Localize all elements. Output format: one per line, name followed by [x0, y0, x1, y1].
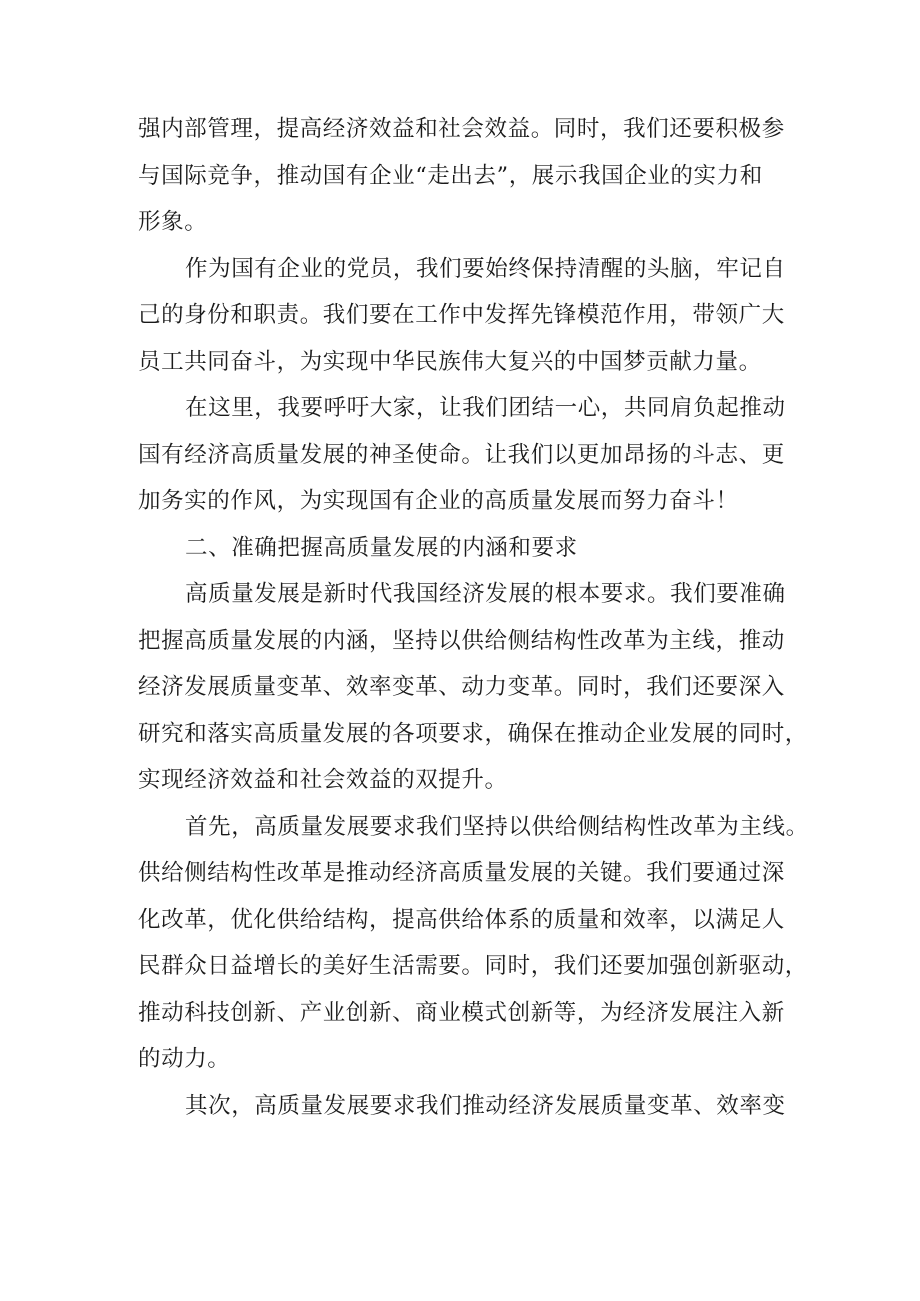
text-line: 供给侧结构性改革是推动经济高质量发展的关键。我们要通过深 [138, 860, 785, 886]
text-line: 己的身份和职责。我们要在工作中发挥先锋模范作用，带领广大 [138, 302, 785, 328]
text-line: 员工共同奋斗，为实现中华民族伟大复兴的中国梦贡献力量。 [138, 348, 762, 375]
text-line: 经济发展质量变革、效率变革、动力变革。同时，我们还要深入 [138, 674, 785, 700]
text-line: 首先，高质量发展要求我们坚持以供给侧结构性改革为主线。 [185, 813, 809, 840]
text-line: 推动科技创新、产业创新、商业模式创新等，为经济发展注入新 [138, 999, 785, 1026]
paragraph-first-point [138, 804, 809, 1083]
text-line: 其次，高质量发展要求我们推动经济发展质量变革、效率变 [185, 1092, 786, 1119]
heading-text: 二、准确把握高质量发展的内涵和要求 [185, 534, 578, 561]
paragraph-call-to-action [138, 385, 788, 525]
text-line: 化改革，优化供给结构，提高供给体系的质量和效率，以满足人 [138, 906, 785, 933]
text-line: 形象。 [138, 209, 208, 235]
document-body [138, 106, 809, 1129]
paragraph-second-point [138, 1083, 788, 1130]
text-line: 作为国有企业的党员，我们要始终保持清醒的头脑，牢记自 [185, 255, 786, 282]
text-line: 强内部管理，提高经济效益和社会效益。同时，我们还要积极参 [138, 116, 785, 142]
section-heading [138, 525, 788, 572]
paragraph-continuation [138, 106, 788, 246]
text-line: 与国际竞争，推动国有企业“走出去”，展示我国企业的实力和 [138, 162, 763, 189]
text-line: 国有经济高质量发展的神圣使命。让我们以更加昂扬的斗志、更 [138, 441, 785, 468]
text-line: 实现经济效益和社会效益的双提升。 [138, 767, 508, 793]
paragraph-party-members [138, 246, 788, 386]
text-line: 加务实的作风，为实现国有企业的高质量发展而努力奋斗！ [138, 488, 739, 514]
text-line: 把握高质量发展的内涵，坚持以供给侧结构性改革为主线，推动 [138, 627, 785, 654]
text-line: 研究和落实高质量发展的各项要求，确保在推动企业发展的同时， [138, 720, 808, 747]
text-line: 高质量发展是新时代我国经济发展的根本要求。我们要准确 [185, 581, 786, 607]
text-line: 民群众日益增长的美好生活需要。同时，我们还要加强创新驱动， [138, 953, 808, 979]
paragraph-high-quality-development [138, 571, 808, 804]
text-line: 在这里，我要呼吁大家，让我们团结一心，共同肩负起推动 [185, 395, 786, 421]
text-line: 的动力。 [138, 1046, 231, 1072]
